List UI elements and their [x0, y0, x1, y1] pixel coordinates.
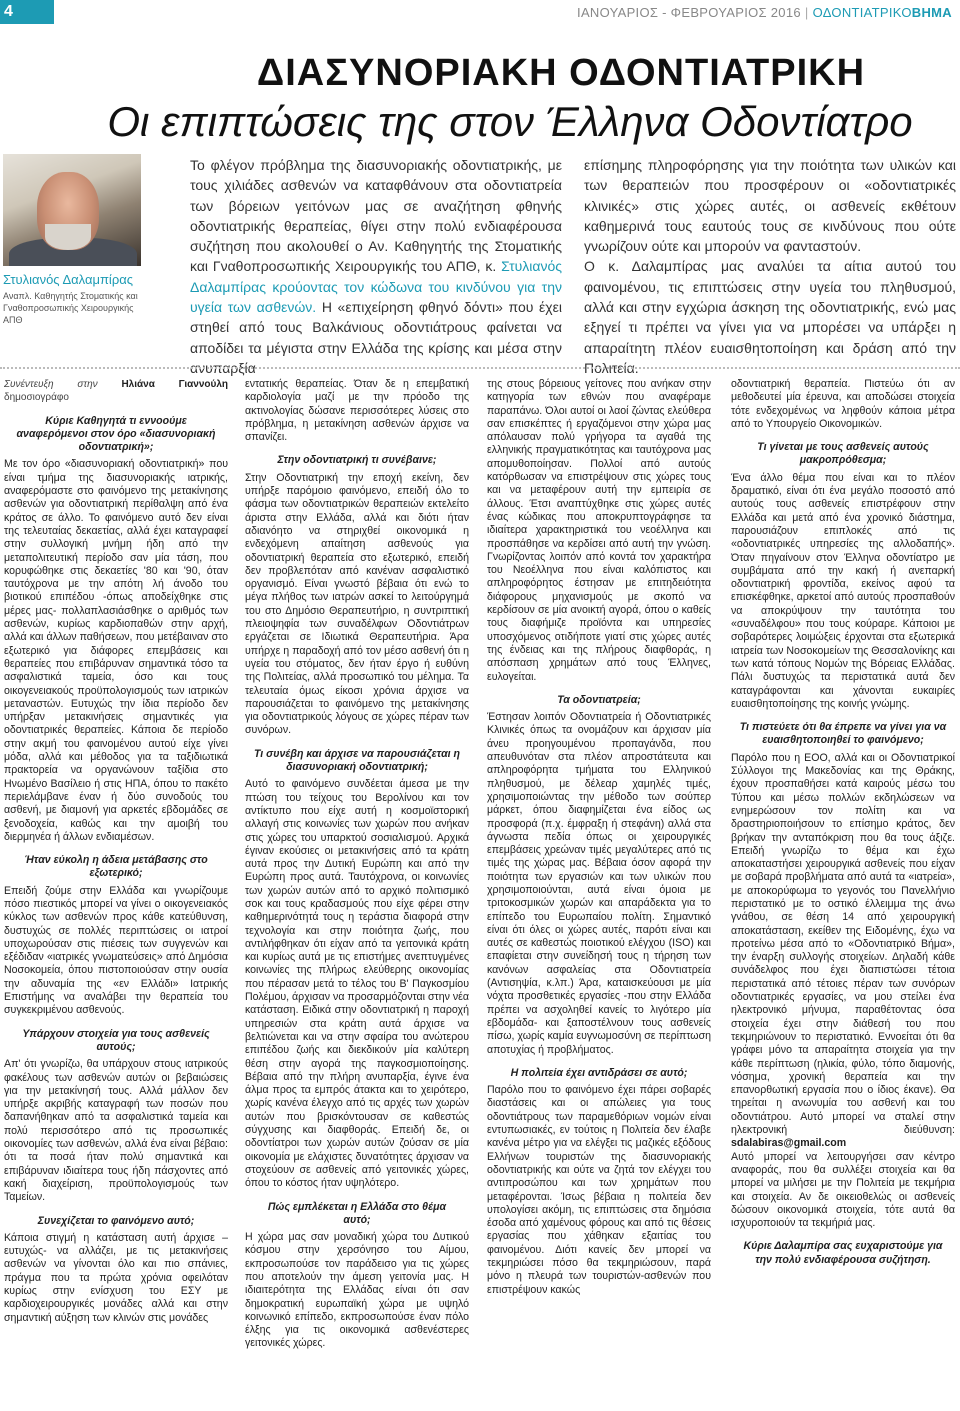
body-column-4: οδοντιατρική θεραπεία. Πιστεύω ότι αν μεθοδευτεί μία έρευνα, και αποδώσει στοιχεία τότε ενδεχομένως να ληφθούν κάποια μέτρα από το Υπουργείο Οικονομικών. Τι γίνεται με τους ασθενείς αυτούς μακροπρόθεσμα; Ένα άλλο θέμα που είναι και το πλέον δραματικό, είναι ότι ένα μεγάλο ποσοστό από αυτούς τους ασθενείς επιστρέφουν στην Ελλάδα και μετά από ένα χρονικό διάστημα, παρουσιάζουν επιπλοκές από τις «οδοντιατρικές υπηρεσίες της αλλοδαπής». Όταν πηγαίνουν στον Έλληνα οδοντίατρο με συμβάματα από την κακή ή ανεπαρκή οδοντιατρική φροντίδα, εκείνος αφού τα επισκέφθηκε, αρκετοί από αυτούς προσπαθούν να αποκρύψουν την ταυτότητα του «συναδέλφου» που τους κούραρε. Κάποιοι με σοβαρότερες λοιμώξεις έρχονται στα εξωτερικά ιατρεία των Νοσοκομείων της Θεσσαλονίκης και των κατά τόπους Νομών της Βόρειας Ελλάδας. Πάλι δυστυχώς τα περιστατικά αυτά δεν καταγράφονται και χάνονται ευκαιρίες ευαισθητοποίησης της κοινής γνώμης. Τι πιστεύετε ότι θα έπρεπε να γίνει για να ευαισθητοποιηθεί το φαινόμενο; Παρόλο που η ΕΟΟ, αλλά και οι Οδοντιατρικοί Σύλλογοι της Μακεδονίας και της Θράκης, έχουν προσπαθήσει κατά καιρούς μέσω του Τύπου και μέσω πολλών εκδηλώσεων να ενημερώσουν τον πολίτη και να δραστηριοποιήσουν το επίσημο κράτος, δεν βρήκαν την ανταπόκριση που θα τους άξιζε. Επειδή γνωρίζω το θέμα και έχω αποκαταστήσει χειρουργικά ασθενείς που είχαν με σοβαρά προβλήματα από αυτά τα «ιατρεία», με αποκορύφωμα το γεγονός του Πανελλήνιο περιστατικό με το οστικό έλλειμμα της άνω γνάθου, σε θέση 14 από χειρουργική αποκατάσταση, εκείθεν της Ειδομένης, έχω να προτείνω μέσα από το «Οδοντιατρικό Βήμα», την έναρξη συλλογής στοιχείων. Δηλαδή κάθε συνάδελφος που έχει διαπιστώσει τέτοια περιστατικά από τέτοιες πέραν των συνόρων οδοντιατρικές εργασίες, να μου στείλει ένα ηλεκτρονικό μήνυμα, παραθέτοντας όσα στοιχεία έχει στην διάθεσή του που τεκμηριώνουν το περιστατικό. Εννοείται ότι θα γράφει μόνο τα απαραίτητα στοιχεία για την κάθε περίπτωση (ηλικία, φύλο, τόπο διαμονής, νόσημα, χρονική θεραπεία και την επανορθωτική εργασία που ο ίδιος έκανε). Θα τηρείται η ανωνυμία του ασθενή και του οδοντιάτρου. Αυτό μπορεί να σταλεί στην ηλεκτρονική διεύθυνση: sdalabiras@gmail.com Αυτό μπορεί να λειτουργήσει σαν κέντρο αναφοράς, που θα συλλέξει στοιχεία και θα μπορεί να μιλήσει με την Πολιτεία με τεκμήρια και στοιχεία. Αν δε οικειοθελώς οι ασθενείς δώσουν οικονομικά στοιχεία, τότε αυτά θα ισχυροποιούν τα τεκμήριά μας. Κύριε Δαλαμπίρα σας ευχαριστούμε για την πολύ ενδιαφέρουσα συζήτηση.: [731, 378, 955, 1266]
lead-column-2: επίσημης πληροφόρησης για την ποιότητα των υλικών και των θεραπειών που προσφέρουν οι «οδοντιατρικές κλινικές» στις χώρες αυτές, οι ασθενείς εκθέτουν καθημερινά τους εαυτούς τους σε κινδύνους που ούτε γνωρίζουν ούτε και μπορούν να φανταστούν. Ο κ. Δαλαμπίρας μας αναλύει τα αίτια αυτού του φαινομένου, τις επιπτώσεις στην υγεία του πληθυσμού, αλλά και στην εγχώρια άσκηση της οδοντιατρικής, ενώ μας εξηγεί τι πρέπει να γίνει για να μπορέσει να υπάρξει η απαραίτητη πλέον ευαισθητοποίηση και δράση από την Πολιτεία.: [584, 157, 956, 376]
body-column-2: εντατικής θεραπείας. Όταν δε η επεμβατική καρδιολογία μαζί με την πρόοδο της ακτινολογίας δώσανε περισσότερες λύσεις στο πρόβλημα, η μετακίνηση ασθενών άρχισε να σπανίζει. Στην οδοντιατρική τι συνέβαινε; Στην Οδοντιατρική την εποχή εκείνη, δεν υπήρξε παρόμοιο φαινόμενο, επειδή όλο το φάσμα των οδοντιατρικών θεραπειών εκτελείτο άριστα στην Ελλάδα, αλλά και διότι ήταν αδιανόητο να στηριχθεί οικονομικά η ενδεχόμενη απαίτηση ασθενούς για οδοντιατρική θεραπεία στο εξωτερικό, επειδή δεν προβλεπόταν από κανέναν ασφαλιστικό οργανισμό. Είναι γνωστό βέβαια ότι ενώ το μέγα πλήθος των ιατρών ασκεί το λειτούργημά του στο Δημόσιο Θεραπευτήριο, η συντριπτική πλειοψηφία των συναδέλφων Οδοντιάτρων εργάζεται σε Ιδιωτικά Θεραπευτήρια. Άρα υπήρχε η παραδοχή από τον μέσο ασθενή ότι η υγεία του στόματος, δεν ήταν έργο ή ευθύνη της Πολιτείας, αλλά προσωπικό του μέλημα. Τα τελευταία όμως είκοσι χρόνια άρχισε να παρουσιάζεται το φαινόμενο της μετακίνησης για οδοντιατρικούς λόγους σε χώρες πέραν των συνόρων. Τι συνέβη και άρχισε να παρουσιάζεται η διασυνοριακή οδοντιατρική; Αυτό το φαινόμενο συνδέεται άμεσα με την πτώση του τείχους του Βερολίνου και τον αντίκτυπο που είχε αυτή η κοσμοϊστορική αλλαγή στις κοινωνίες των χωρών που ανήκαν στις χώρες του υπαρκτού σοσιαλισμού. Αρχικά έγιναν εκούσιες οι μετακινήσεις από τα κράτη αυτά προς την Δυτική Ευρώπη και από την Ευρώπη προς αυτά. Ταυτόχρονα, οι κοινωνίες των χωρών αυτών από το αρχικό πολιτισμικό σοκ και τους κραδασμούς που είχε φέρει στην καθημερινότητά τους η τεράστια διαφορά στην τεχνολογία και στην ποιότητα ζωής, που αντιλήφθηκαν ότι είχαν από τα γειτονικά κράτη και κυρίως αυτά με τις επιστήμες ανεπτυγμένες κοινωνίες της πλήρως ελεύθερης οικονομίας που πέρασαν μετά το τέλος του Β' Παγκοσμίου Πολέμου, άρχισαν να προσαρμόζονται στην νέα κατάσταση. Ειδικά στην οδοντιατρική η παροχή υπηρεσιών στα κράτη αυτά άρχισε να βελτιώνεται και να στην σφαίρα του ανώτερου επιπέδου ζωής και διεκδικούν μία καλύτερη θέση στην αγορά της παγκοσμιοποίησης. Βέβαια από την πλήρη ανυπαρξία, έγινε ένα άλμα προς τα εμπρός άτακτα και το χειρότερο, χωρίς κανένα έλεγχο από τις αρχές των χωρών αυτών που βρισκόντουσαν σε καθεστώς σύγχυσης και διαφθοράς. Επειδή δε, οι οδοντίατροι των χωρών αυτών ζούσαν σε μία οικονομία με ελάχιστες δυνατότητες άρχισαν να στοχεύουν σε ασθενείς από γειτονικές χώρες, όπου το κόστος ήταν υψηλότερο. Πώς εμπλέκεται η Ελλάδα στο θέμα αυτό; Η χώρα μας σαν μοναδική χώρα του Δυτικού κόσμου στην χερσόνησο του Αίμου, εκπροσωπούσε τον παράδεισο για τις χώρες που αποτελούν την άμεση γειτονία μας. Η ιδιαιτερότητα της Ελλάδας είναι ότι σαν δημοκρατική ευρωπαϊκή χώρα με υψηλό κοινωνικό επίπεδο, εκπροσωπούσε έναν πόλο έλξης για τις οικονομικά ασθενέστερες γειτονικές χώρες.: [245, 378, 469, 1350]
body-column-1: Συνέντευξη στην Ηλιάνα Γιαννούλη δημοσιογράφο Κύριε Καθηγητά τι εννοούμε αναφερόμενοι στον όρο «διασυνοριακή οδοντιατρική»; Με τον όρο «διασυνοριακή οδοντιατρική» που είναι τμήμα της διασυνοριακής ιατρικής, αναφερόμαστε στο φαινόμενο της μετακίνησης ασθενών για οδοντιατρική περίθαλψη από ένα κράτος σε άλλο. Το φαινόμενο αυτό δεν είναι της τελευταίας δεκαετίας, αλλά έχει καταγραφεί στην συλλογική μνήμη ήδη από την μεταπολιτευτική περίοδο σαν μία τάση, που κορυφώθηκε στις δεκαετίες '80 και '90, όταν ταυτόχρονα με την απότη λή άνοδο του βιοτικού επιπέδου -όπως αποδείχθηκε στις μέρες μας- πολλαπλασιάσθηκε ο αριθμός των ασθενών, κυρίως καρδιοπαθών στην αρχή, αλλά και άλλων παθήσεων, που μετέβαιναν στο εξωτερικό για διάφορες επεμβάσεις και θεραπείες που επιβάρυναν σημαντικά τόσο τα ασφαλιστικά ταμεία, όσο και τους οικογενειακούς προϋπολογισμούς των ιατρικών μεταναστών. Ευτυχώς την ίδια περίοδο δεν υπήρξαν μετακινήσεις σημαντικές για οδοντιατρικές θεραπείες. Κάποια δε περίοδο στην ακμή του φαινομένου αυτού είχε γίνει μόδα, αλλά και μέθοδος για τα ταξιδιωτικά πρακτορεία να οργανώνουν ταξίδια στο Ηνωμένο Βασίλειο ή στις ΗΠΑ, όπου το πακέτο περιελάμβανε έναν ή δύο συνοδούς του ασθενή, με διαμονή για αρκετές εβδομάδες σε ξενοδοχεία, καθώς και την αμοιβή του διερμηνέα ή άλλων ενδιαμέσων. Ήταν εύκολη η άδεια μετάβασης στο εξωτερικό; Επειδή ζούμε στην Ελλάδα και γνωρίζουμε πόσο πιεστικός μπορεί να γίνει ο οικογενειακός κύκλος των ασθενών προς κάθε κατεύθυνση, δυστυχώς σε πολλές περιπτώσεις οι ιατροί υποχωρούσαν στις πιέσεις των συγγενών και εξέδιδαν «ιατρικές γνωματεύσεις» από Δημόσια Νοσοκομεία, όπου πιστοποιούσαν στην ουσία την αδυναμία της «εν Ελλάδι» Ιατρικής Επιστήμης να αναλάβει την θεραπεία του συγκεκριμένου ασθενούς. Υπάρχουν στοιχεία για τους ασθενείς αυτούς; Απ' ότι γνωρίζω, θα υπάρχουν στους ιατρικούς φακέλους των ασθενών αυτών οι βεβαιώσεις για την μετακίνησή τους. Αλλά μάλλον δεν υπήρξε ακριβής καταγραφή των ποσών που δαπανήθηκαν από τα ασφαλιστικά ταμεία και πολύ περισσότερο από τις προσωπικές οικονομίες των ασθενών, αλλά ένα είναι βέβαιο: ότι τα ποσά ήταν πολύ σημαντικά και επιβάρυναν ιδιαίτερα τους ήδη πάσχοντες από κακή διαχείριση, προϋπολογισμούς των Ταμείων. Συνεχίζεται το φαινόμενο αυτό; Κάποια στιγμή η κατάσταση αυτή άρχισε –ευτυχώς- να αλλάζει, με τις μετακινήσεις ασθενών να γίνονται όλο και πιο σπάνιες, πράγμα που τα πρώτα χρόνια οφειλόταν κυρίως στην ενίσχυση του ΕΣΥ με καρδιοχειρουργικές μονάδες αλλά και στην σημαντική αύξηση των κλινών στις μονάδες: [4, 379, 228, 1324]
section-divider: [0, 367, 960, 369]
page-number: 4: [4, 3, 13, 20]
issue-date: ΙΑΝΟΥΑΡΙΟΣ - ΦΕΒΡΟΥΑΡΙΟΣ 2016: [577, 5, 801, 20]
question: Πώς εμπλέκεται η Ελλάδα στο θέμα αυτό;: [267, 1200, 447, 1226]
question: Η πολιτεία έχει αντιδράσει σε αυτό;: [510, 1066, 688, 1079]
question: Τι συνέβη και άρχισε να παρουσιάζεται η διασυνοριακή οδοντιατρική;: [254, 747, 460, 774]
article-subtitle: Οι επιπτώσεις της στον Έλληνα Οδοντίατρο: [107, 98, 913, 145]
question: Τι γίνεται με τους ασθενείς αυτούς μακροπρόθεσμα;: [757, 441, 929, 467]
question: Υπάρχουν στοιχεία για τους ασθενείς αυτούς;: [22, 1027, 210, 1053]
question: Ήταν εύκολη η άδεια μετάβασης στο εξωτερικό;: [24, 854, 208, 880]
page-header: [0, 0, 960, 44]
question: Τι πιστεύετε ότι θα έπρεπε να γίνει για να ευαισθητοποιηθεί το φαινόμενο;: [739, 721, 947, 747]
lead-column-1: Το φλέγον πρόβλημα της διασυνοριακής οδοντιατρικής, με τους χιλιάδες ασθενών να καταφθάνουν στα οδοντιατρεία των βόρειων γειτόνων μας σε αναζήτηση φθηνής οδοντιατρικής θεραπείας, θίγει στην πολύ ενδιαφέρουσα συζήτηση που ακολουθεί ο Αν. Καθηγητής της Στοματικής και Γναθοπροσωπικής Χειρουργικής του ΑΠΘ, κ. Στυλιανός Δαλαμπίρας κρούοντας τον κώδωνα του κινδύνου για την υγεία των ασθενών. Η «επιχείρηση φθηνό δόντι» που έχει στηθεί από τους Βαλκάνιους οδοντιάτρους φαίνεται να αποδίδει τα μέγιστα στην Ελλάδα της κρίσης και μέσα στην ανυπαρξία: [190, 157, 562, 376]
author-photo: [3, 154, 141, 266]
lead-highlight: Στυλιανός Δαλαμπίρας κρούοντας τον κώδωνα του κινδύνου για την υγεία των ασθενών.: [190, 258, 562, 316]
contact-email-link[interactable]: sdalabiras@gmail.com: [731, 1137, 847, 1150]
question: Συνεχίζεται το φαινόμενο αυτό;: [37, 1214, 195, 1227]
article-title: ΔΙΑΣΥΝΟΡΙΑΚΗ ΟΔΟΝΤΙΑΤΡΙΚΗ: [256, 52, 866, 94]
section-name: Θέμα: [4, 27, 42, 44]
question: Τα οδοντιατρεία;: [557, 693, 641, 706]
question: Κύριε Καθηγητά τι εννοούμε αναφερόμενοι στον όρο «διασυνοριακή οδοντιατρική»;: [16, 414, 216, 454]
page-section-tag: [0, 0, 54, 44]
closing-thanks: Κύριε Δαλαμπίρα σας ευχαριστούμε για την πολύ ενδιαφέρουσα συζήτηση.: [743, 1240, 943, 1266]
brand-name: ΟΔΟΝΤΙΑΤΡΙΚΟΒΗΜΑ: [812, 5, 952, 20]
body-column-3: της στους βόρειους γείτονες που ανήκαν στην κατηγορία των εθνών που αναφέραμε παραπάνω. Όλοι αυτοί οι λαοί ζώντας ελεύθερα σαν επισκέπτες ή εργαζόμενοι στην χώρα μας απόλαυσαν πολύ γρήγορα τα αγαθά της ελληνικής πραγματικότητας και ταυτόχρονα μας απομυθοποίησαν. Πολλοί από αυτούς κατόρθωσαν να επιστρέψουν στις χώρες τους και να μεταφέρουν αυτή την εμπειρία σε άλλους. Έτσι αναπτύχθηκε στις χώρες αυτές ένας κώδικας που αποκρυπτογράφησε τα ιδιαίτερα χαρακτηριστικά του νεοέλληνα και προσπάθησε να κερδίσει από αυτή την γνώση. Γνωρίζοντας λοιπόν από κοντά τον χαρακτήρα του Νεοέλληνα που είναι καλόπιστος και απληροφόρητος έστησαν με επιτηδειότητα διάφορους μηχανισμούς με σκοπό να κερδίσουν σε μία ανοικτή αγορά, όπου ο καθείς τους διαφήμιζε προϊόντα και υπηρεσίες υποσχόμενος οτιδήποτε γιατί στις χώρες αυτές της ένδειας και της πλήρους διαφθοράς, η απόσπαση χρημάτων από τους Έλληνες, ευλογείται. Τα οδοντιατρεία; Έστησαν λοιπόν Οδοντιατρεία ή Οδοντιατρικές Κλινικές όπως τα ονομάζουν και άρχισαν μία άνευ προηγουμένου προπαγάνδα, που απευθυνόταν στα πλέον απροστάτευτα και απληροφόρητα τμήματα του Ελληνικού πληθυσμού, με δέλεαρ χαμηλές τιμές, χρησιμοποιώντας την μέθοδο των σούπερ μάρκετ, όπου διαφημίζεται ένα είδος ως προσφορά (π.χ. έμφραξη ή στεφάνη) αλλά στα άγνωστα πεδία όπως οι χειρουργικές επεμβάσεις χρεώναν τιμές μεγαλύτερες από τις τιμές της χώρας μας. Βέβαια όσον αφορά την ποιότητα των εργασιών και των υλικών που χρησιμοποιούνται, αυτά είναι όμοια με τριτοκοσμικών χωρών και απαράδεκτα για το επίπεδο του Ευρωπαίου πολίτη. Σημαντικό είναι ότι όλες οι χώρες αυτές, παρότι είναι και αυτές σε καθεστώς ποιοτικού ελέγχου (ISO) και επαφίεται στην συνείδησή τους η τήρηση των κανόνων ασφαλείας στα Οδοντιατρεία (Αντισηψία, κ.λπ.) Άρα, καταισκεύουσι με μία νόχτα προσθετικές εργασίες -που στην Ελλάδα πρέπει να ασχοληθεί κανείς το λιγότερο μία εβδομάδα- και ξαποστέλνουν τους ασθενείς πίσω, χωρίς καμία ευγνωμοσύνη σε περίπτωση αποτυχίας ή προβλήματος. Η πολιτεία έχει αντιδράσει σε αυτό; Παρόλο που το φαινόμενο έχει πάρει σοβαρές διαστάσεις και οι απώλειες για τους οδοντιάτρους των παραμεθόριων νομών είναι εντυπωσιακές, εν τούτοις η Πολιτεία δεν έλαβε κανένα μέτρο για να ελέγξει τις μαζικές εξόδους Ελλήνων τουριστών της διασυνοριακής οδοντιατρικής και ούτε να ζητά τον ελέγχει του αντιπροσώπου και των χρημάτων που μεταφέρονται. Ίσως βέβαια η πολιτεία δεν υπολογίσει ακόμη, τις επιπτώσεις στα δημόσια έσοδα από χαμένους φόρους και από τις θέσεις εργασίας που χάθηκαν εξαιτίας του φαινομένου. Διότι κανείς δεν μπορεί να τεκμηριώσει πόσο θα τεκμηριώσουν, παρά μόνο η πλευρά των τουριστών-ασθενών που επιστρέψουν κακώς: [487, 378, 711, 1296]
author-role: Αναπλ. Καθηγητής Στοματικής και Γναθοπροσωπικής Χειρουργικής ΑΠΘ: [3, 291, 138, 325]
interview-credit: Συνέντευξη στην Ηλιάνα Γιαννούλη δημοσιογράφο: [4, 379, 228, 404]
author-name: Στυλιανός Δαλαμπίρας: [3, 272, 133, 287]
issue-info: ΙΑΝΟΥΑΡΙΟΣ - ΦΕΒΡΟΥΑΡΙΟΣ 2016 | ΟΔΟΝΤΙΑΤΡΙΚΟΒΗΜΑ: [577, 5, 952, 20]
question: Στην οδοντιατρική τι συνέβαινε;: [277, 454, 437, 467]
